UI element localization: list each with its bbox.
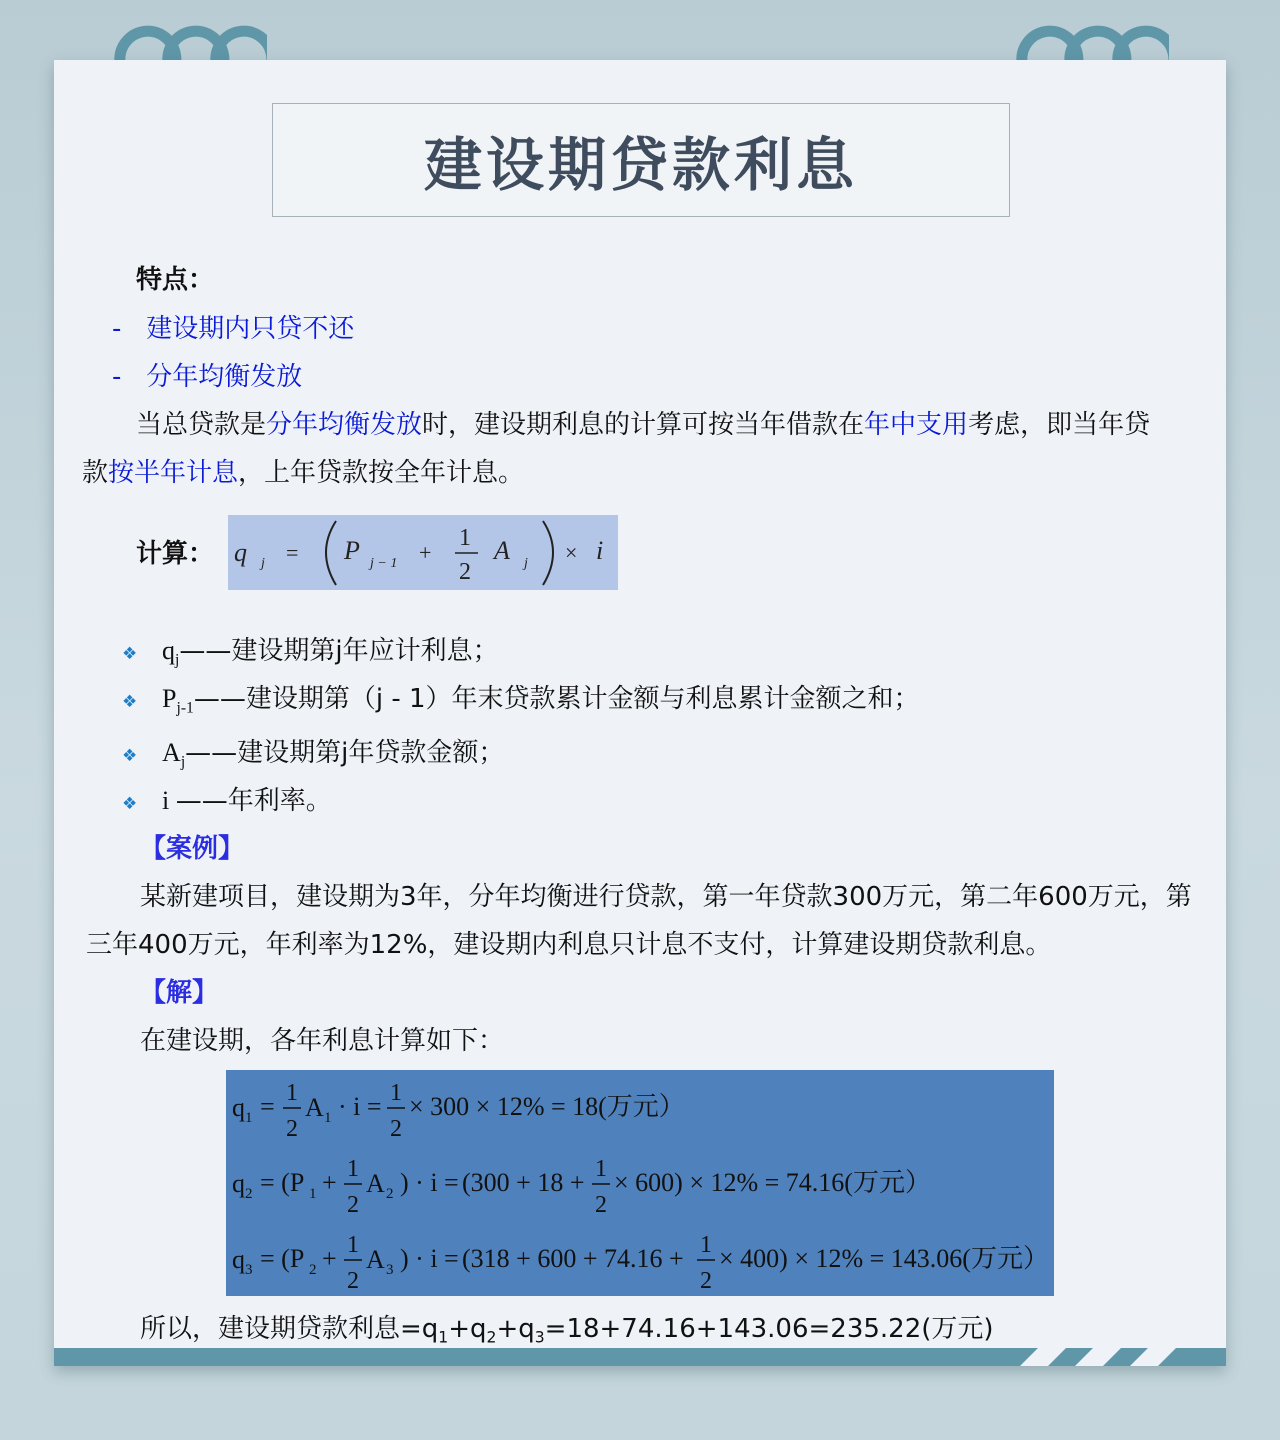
equation-2-sum: (300 + 18 + <box>462 1168 585 1197</box>
svg-text:2: 2 <box>459 559 471 585</box>
svg-text:2: 2 <box>390 1116 402 1142</box>
definition-text: 建设期第（j - 1）年末贷款累计金额与利息累计金额之和； <box>245 684 920 714</box>
definition-dash: —— <box>179 636 232 666</box>
calculation-box <box>226 1070 1054 1296</box>
feature-bullet: - <box>112 362 122 392</box>
definition-dash: —— <box>175 786 228 816</box>
svg-text:= (P: = (P <box>260 1168 305 1197</box>
equation-3-result: × 400) × 12% = 143.06(万元） <box>719 1244 1049 1273</box>
definition-item <box>122 675 920 732</box>
definition-item <box>122 777 332 828</box>
diamond-bullet-icon: ❖ <box>122 644 138 664</box>
definition-symbol: q <box>162 636 176 665</box>
svg-text:1: 1 <box>324 1110 332 1126</box>
svg-text:A: A <box>366 1245 385 1274</box>
definition-dash: —— <box>193 684 246 714</box>
svg-text:2: 2 <box>245 1186 253 1202</box>
stripe-tick <box>1075 1348 1121 1366</box>
solution-result <box>140 1305 994 1361</box>
intro-text: 当总贷款是 <box>136 410 267 440</box>
svg-text:j: j <box>524 556 528 571</box>
result-text: +q <box>448 1314 487 1344</box>
svg-text:) · i =: ) · i = <box>400 1244 459 1273</box>
feature-item <box>112 353 302 401</box>
svg-text:1: 1 <box>286 1080 298 1106</box>
definition-dash: —— <box>185 738 238 768</box>
feature-bullet: - <box>112 314 122 344</box>
equation-1-result: × 300 × 12% = 18(万元） <box>409 1092 685 1121</box>
svg-text:=: = <box>260 1092 275 1121</box>
result-text: 所以，建设期贷款利息=q <box>140 1314 439 1344</box>
definition-text: 年利率。 <box>227 786 332 816</box>
svg-text:×: × <box>565 540 578 565</box>
svg-text:=: = <box>286 540 299 565</box>
result-subscript: 2 <box>486 1328 497 1347</box>
svg-text:2: 2 <box>347 1192 359 1218</box>
svg-text:2: 2 <box>286 1116 298 1142</box>
intro-highlight: 分年均衡发放 <box>266 410 423 440</box>
svg-text:A: A <box>494 536 510 565</box>
intro-text: ，上年贷款按全年计息。 <box>238 458 525 488</box>
svg-text:+: + <box>322 1244 337 1273</box>
svg-text:P: P <box>344 536 360 565</box>
stripe-tick <box>1130 1348 1176 1366</box>
solution-intro: 在建设期，各年利息计算如下： <box>140 1026 505 1056</box>
intro-highlight: 年中支用 <box>864 410 969 440</box>
definition-symbol: i <box>162 786 176 815</box>
definition-subscript: j <box>180 753 186 771</box>
equation-3-sum: (318 + 600 + 74.16 + <box>462 1244 684 1273</box>
features-label: 特点： <box>136 265 215 295</box>
svg-text:= (P: = (P <box>260 1244 305 1273</box>
calculation-equations <box>226 1070 1054 1296</box>
solution-label: 【解】 <box>140 978 219 1008</box>
result-subscript: 3 <box>534 1328 545 1347</box>
formula-box <box>228 515 618 590</box>
intro-text: 时，建设期利息的计算可按当年借款在 <box>422 410 865 440</box>
svg-text:j − 1: j − 1 <box>370 556 398 571</box>
svg-text:1: 1 <box>595 1156 607 1182</box>
svg-text:1: 1 <box>700 1232 712 1258</box>
intro-line-1 <box>136 401 1150 449</box>
feature-item <box>112 305 354 353</box>
page-title: 建设期贷款利息 <box>423 131 858 199</box>
intro-text: 考虑，即当年贷 <box>968 410 1151 440</box>
definition-subscript: j-1 <box>176 699 194 717</box>
svg-text:A: A <box>305 1093 324 1122</box>
svg-text:1: 1 <box>390 1080 402 1106</box>
svg-text:+: + <box>322 1168 337 1197</box>
intro-text: 款 <box>82 458 109 488</box>
svg-text:2: 2 <box>386 1186 394 1202</box>
svg-text:2: 2 <box>595 1192 607 1218</box>
svg-text:3: 3 <box>245 1262 253 1278</box>
definition-symbol: P <box>162 684 177 713</box>
svg-text:) · i =: ) · i = <box>400 1168 459 1197</box>
definition-subscript: j <box>175 651 180 669</box>
svg-text:A: A <box>366 1169 385 1198</box>
feature-text: 建设期内只贷不还 <box>146 314 355 344</box>
svg-text:3: 3 <box>386 1262 394 1278</box>
definition-symbol: A <box>162 738 181 767</box>
case-line-1: 某新建项目，建设期为3年，分年均衡进行贷款，第一年贷款300万元，第二年600万元，第 <box>140 882 1192 912</box>
svg-text:j: j <box>261 556 265 571</box>
svg-text:2: 2 <box>347 1268 359 1294</box>
svg-text:+: + <box>419 540 432 565</box>
svg-text:1: 1 <box>347 1156 359 1182</box>
stripe-tick <box>1020 1348 1066 1366</box>
definition-text: 建设期第j年贷款金额； <box>237 738 505 768</box>
svg-text:1: 1 <box>347 1232 359 1258</box>
svg-text:1: 1 <box>309 1186 317 1202</box>
title-box <box>272 103 1010 217</box>
result-text: +q <box>496 1314 535 1344</box>
diamond-bullet-icon: ❖ <box>122 692 138 712</box>
intro-line-2 <box>82 449 524 497</box>
calc-label: 计算： <box>136 539 215 569</box>
diamond-bullet-icon: ❖ <box>122 746 138 766</box>
svg-text:q: q <box>232 1169 245 1198</box>
svg-text:1: 1 <box>245 1110 253 1126</box>
feature-text: 分年均衡发放 <box>146 362 303 392</box>
svg-text:2: 2 <box>700 1268 712 1294</box>
svg-text:q: q <box>234 538 247 567</box>
case-line-2: 三年400万元，年利率为12%，建设期内利息只计息不支付，计算建设期贷款利息。 <box>86 930 1052 960</box>
intro-highlight: 按半年计息 <box>108 458 239 488</box>
result-subscript: 1 <box>438 1328 449 1347</box>
svg-text:· i =: · i = <box>338 1092 382 1121</box>
diamond-bullet-icon: ❖ <box>122 794 138 814</box>
svg-text:q: q <box>232 1245 245 1274</box>
svg-text:i: i <box>596 536 604 565</box>
definition-text: 建设期第j年应计利息； <box>231 636 499 666</box>
equation-2-result: × 600) × 12% = 74.16(万元） <box>614 1168 931 1197</box>
result-text: =18+74.16+143.06=235.22(万元) <box>544 1314 994 1344</box>
svg-text:q: q <box>232 1093 245 1122</box>
interest-formula <box>228 515 618 590</box>
svg-text:1: 1 <box>459 525 471 551</box>
svg-text:2: 2 <box>309 1262 317 1278</box>
case-label: 【案例】 <box>140 834 245 864</box>
